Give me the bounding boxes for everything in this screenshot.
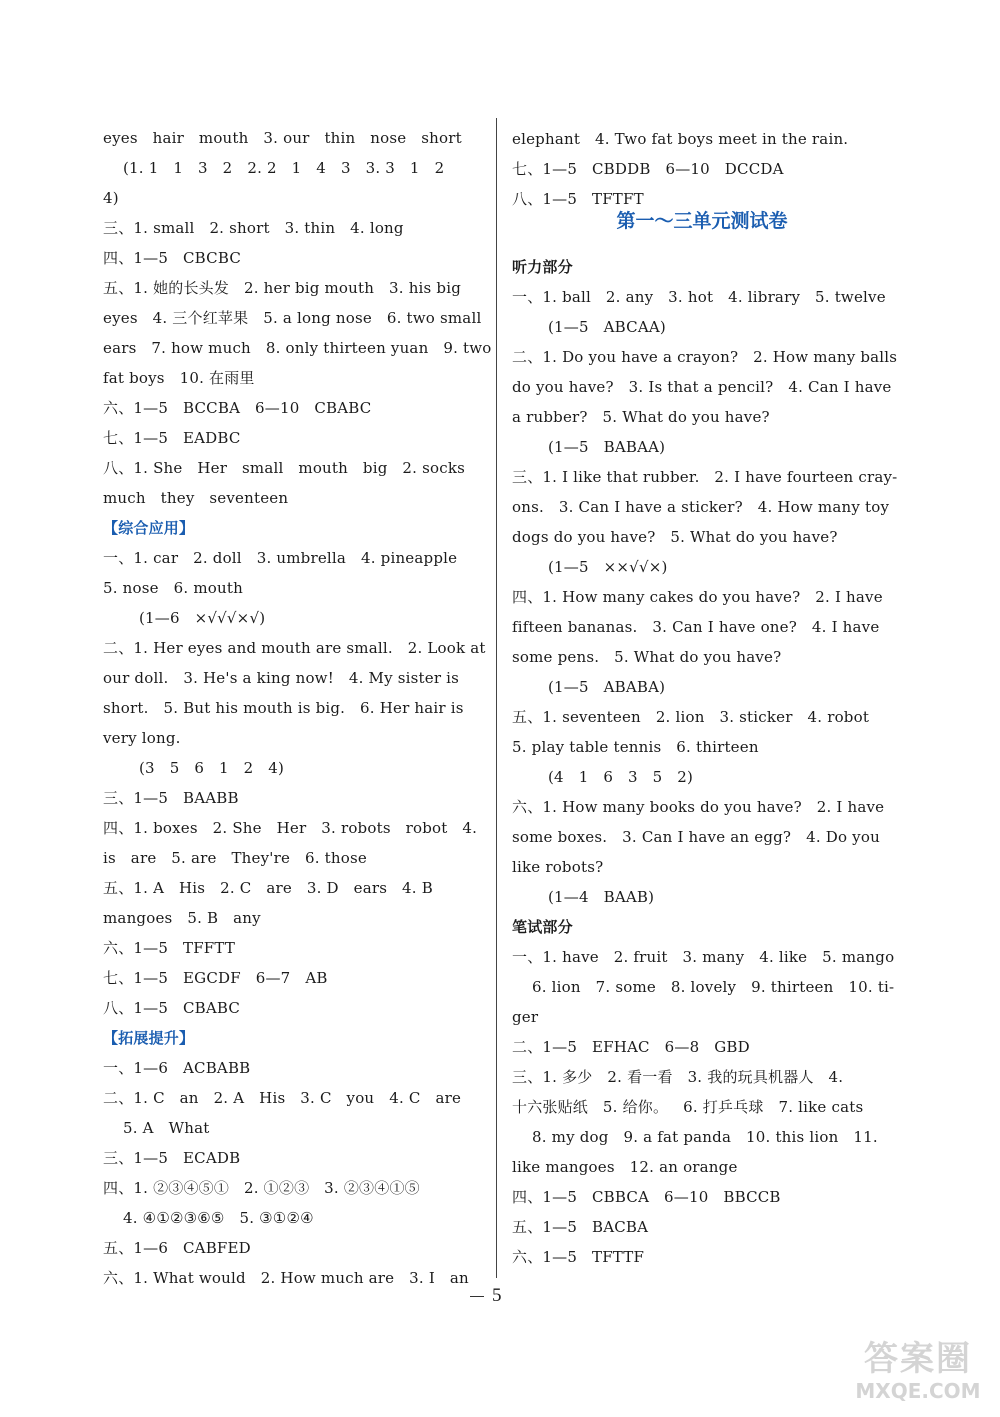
- answer-line: (4 1 6 3 5 2): [548, 768, 694, 786]
- answer-line: eyes hair mouth 3. our thin nose short: [103, 129, 462, 147]
- answer-line: do you have? 3. Is that a pencil? 4. Can I have: [512, 378, 892, 396]
- answer-line: 五、1—6 CABFED: [103, 1239, 251, 1257]
- answer-line: 五、1. 她的长头发 2. her big mouth 3. his big: [103, 279, 462, 297]
- answer-line: 三、1—5 BAABB: [103, 789, 239, 807]
- answer-line: much they seventeen: [103, 489, 289, 507]
- answer-line: (1. 1 1 3 2 2. 2 1 4 3 3. 3 1 2: [123, 159, 445, 177]
- answer-line: 听力部分: [512, 258, 573, 276]
- answer-line: a rubber? 5. What do you have?: [512, 408, 770, 426]
- answer-line: 笔试部分: [512, 918, 573, 936]
- answer-line: (1—4 BAAB): [548, 888, 655, 906]
- answer-line: 四、1—5 CBCBC: [103, 249, 242, 267]
- answer-line: mangoes 5. B any: [103, 909, 261, 927]
- column-divider: [496, 118, 497, 1278]
- answer-line: ger: [512, 1008, 539, 1026]
- watermark-line1: 答案圈: [864, 1339, 972, 1379]
- answer-line: 六、1—5 TFFTT: [103, 939, 236, 957]
- answer-line: 七、1—5 EADBC: [103, 429, 241, 447]
- answer-line: 4. ④①②③⑥⑤ 5. ③①②④: [123, 1209, 314, 1227]
- answer-line: 三、1—5 ECADB: [103, 1149, 241, 1167]
- answer-line: 七、1—5 CBDDB 6—10 DCCDA: [512, 160, 784, 178]
- answer-line: 一、1. ball 2. any 3. hot 4. library 5. twelve: [512, 288, 886, 306]
- answer-line: 五、1. seventeen 2. lion 3. sticker 4. robot: [512, 708, 870, 726]
- answer-line: 三、1. I like that rubber. 2. I have fourteen cray-: [512, 468, 898, 486]
- answer-line: 八、1. She Her small mouth big 2. socks: [103, 459, 466, 477]
- answer-line: 四、1. How many cakes do you have? 2. I have: [512, 588, 883, 606]
- answer-line: some pens. 5. What do you have?: [512, 648, 782, 666]
- page-number: [470, 1285, 502, 1307]
- answer-line: (1—5 ABCAA): [548, 318, 666, 336]
- answer-line: 四、1. boxes 2. She Her 3. robots robot 4.: [103, 819, 478, 837]
- answer-line: 八、1—5 CBABC: [103, 999, 241, 1017]
- answer-line: elephant 4. Two fat boys meet in the rain.: [512, 130, 849, 148]
- answer-line: 三、1. small 2. short 3. thin 4. long: [103, 219, 404, 237]
- watermark-line2: MXQE.COM: [855, 1379, 981, 1403]
- section-title: 第一～三单元测试卷: [616, 210, 788, 232]
- answer-line: 六、1—5 TFTTF: [512, 1248, 645, 1266]
- answer-line: 【拓展提升】: [103, 1029, 195, 1047]
- answer-line: 四、1. ②③④⑤① 2. ①②③ 3. ②③④①⑤: [103, 1179, 420, 1197]
- answer-line: 5. A What: [123, 1119, 210, 1137]
- answer-line: 5. play table tennis 6. thirteen: [512, 738, 759, 756]
- answer-line: 一、1. car 2. doll 3. umbrella 4. pineapple: [103, 549, 458, 567]
- answer-line: fat boys 10. 在雨里: [103, 369, 255, 387]
- answer-line: 六、1. What would 2. How much are 3. I an: [103, 1269, 469, 1287]
- answer-line: 五、1—5 BACBA: [512, 1218, 649, 1236]
- answer-line: very long.: [103, 729, 181, 747]
- answer-line: 【综合应用】: [103, 519, 195, 537]
- answer-line: like robots?: [512, 858, 604, 876]
- answer-line: 二、1—5 EFHAC 6—8 GBD: [512, 1038, 750, 1056]
- answer-line: 一、1—6 ACBABB: [103, 1059, 251, 1077]
- answer-line: (3 5 6 1 2 4): [139, 759, 285, 777]
- answer-line: 4): [103, 189, 119, 207]
- answer-line: 八、1—5 TFTFT: [512, 190, 644, 208]
- answer-line: 六、1—5 BCCBA 6—10 CBABC: [103, 399, 372, 417]
- answer-line: is are 5. are They're 6. those: [103, 849, 367, 867]
- answer-line: 四、1—5 CBBCA 6—10 BBCCB: [512, 1188, 781, 1206]
- answer-line: 七、1—5 EGCDF 6—7 AB: [103, 969, 328, 987]
- answer-line: some boxes. 3. Can I have an egg? 4. Do you: [512, 828, 880, 846]
- answer-line: (1—5 ××√√×): [548, 558, 668, 576]
- answer-line: 5. nose 6. mouth: [103, 579, 243, 597]
- answer-line: ons. 3. Can I have a sticker? 4. How many toy: [512, 498, 890, 516]
- answer-line: our doll. 3. He's a king now! 4. My sister is: [103, 669, 460, 687]
- answer-line: 8. my dog 9. a fat panda 10. this lion 11.: [532, 1128, 878, 1146]
- watermark-logo: [848, 1339, 988, 1409]
- answer-line: 二、1. Do you have a crayon? 2. How many balls: [512, 348, 898, 366]
- answer-line: like mangoes 12. an orange: [512, 1158, 738, 1176]
- answer-line: 三、1. 多少 2. 看一看 3. 我的玩具机器人 4.: [512, 1068, 844, 1086]
- answer-line: 一、1. have 2. fruit 3. many 4. like 5. mango: [512, 948, 895, 966]
- answer-line: (1—6 ×√√√×√): [139, 609, 266, 627]
- answer-line: (1—5 BABAA): [548, 438, 666, 456]
- answer-line: ears 7. how much 8. only thirteen yuan 9. two: [103, 339, 492, 357]
- answer-line: (1—5 ABABA): [548, 678, 666, 696]
- answer-line: dogs do you have? 5. What do you have?: [512, 528, 838, 546]
- answer-line: 五、1. A His 2. C are 3. D ears 4. B: [103, 879, 433, 897]
- answer-line: 6. lion 7. some 8. lovely 9. thirteen 10. ti-: [532, 978, 895, 996]
- answer-line: short. 5. But his mouth is big. 6. Her hair is: [103, 699, 464, 717]
- answer-line: 二、1. Her eyes and mouth are small. 2. Look at: [103, 639, 486, 657]
- answer-line: 二、1. C an 2. A His 3. C you 4. C are: [103, 1089, 462, 1107]
- answer-line: 六、1. How many books do you have? 2. I have: [512, 798, 885, 816]
- page-number-dash: [470, 1296, 484, 1297]
- page-number-text: 5: [492, 1285, 502, 1306]
- answer-line: fifteen bananas. 3. Can I have one? 4. I have: [512, 618, 880, 636]
- answer-line: 十六张贴纸 5. 给你。 6. 打乒乓球 7. like cats: [512, 1098, 864, 1116]
- answer-line: eyes 4. 三个红苹果 5. a long nose 6. two small: [103, 309, 482, 327]
